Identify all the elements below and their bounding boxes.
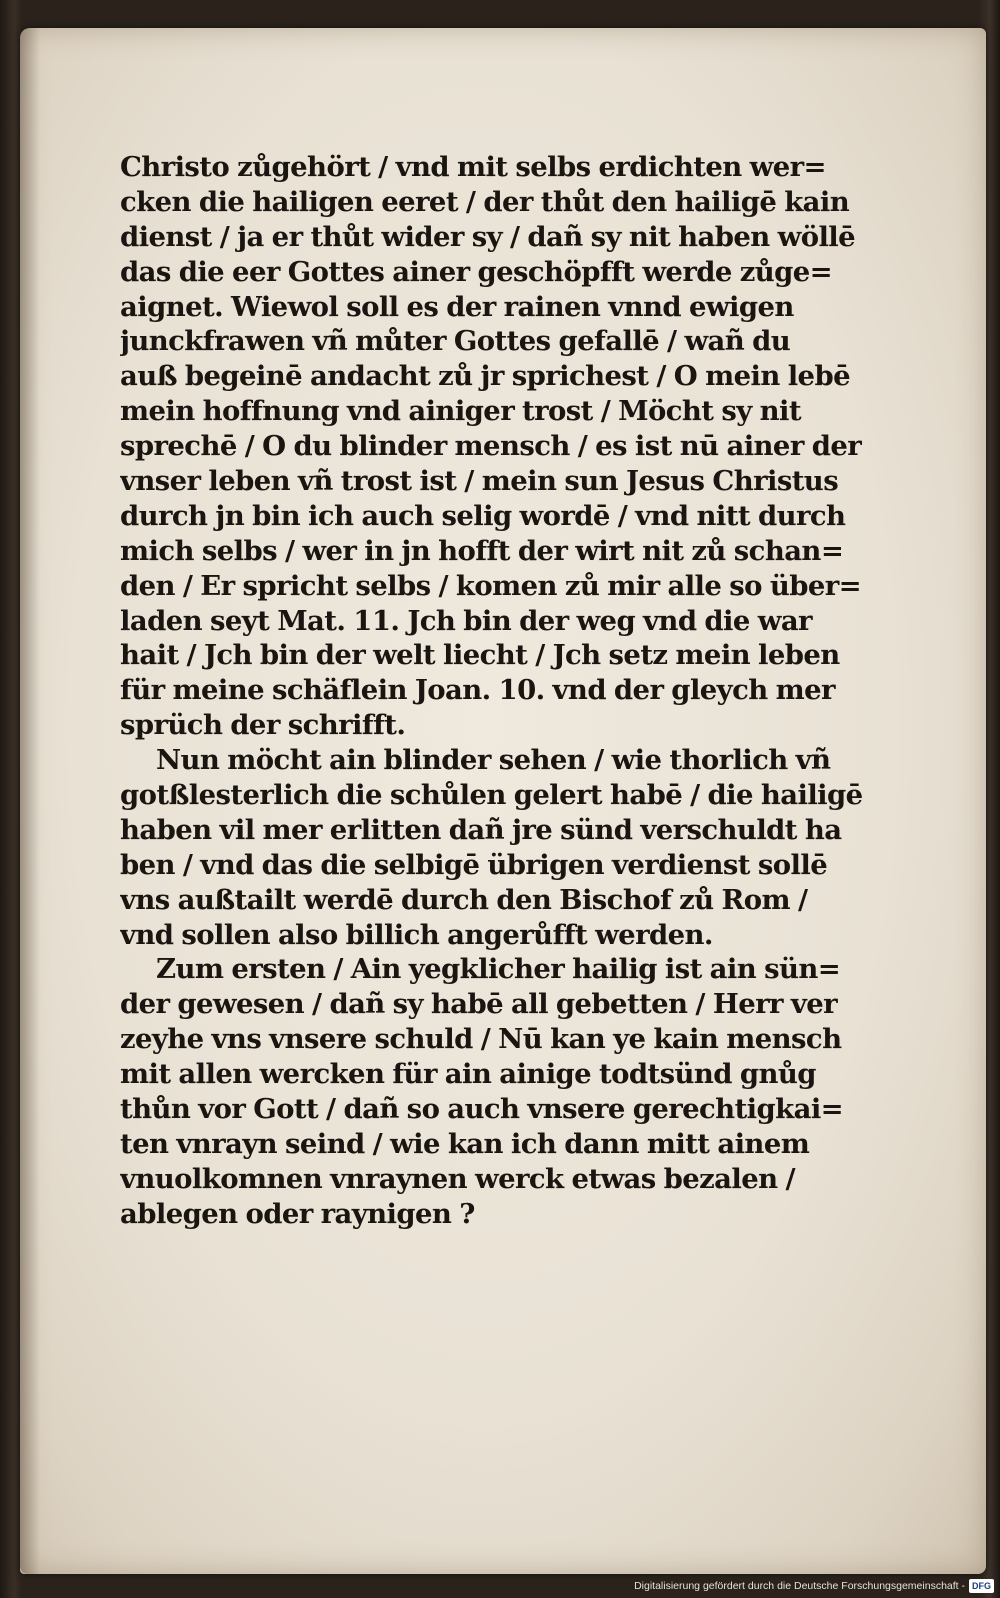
text-line: vnd sollen also billich angerůfft werden.: [120, 918, 713, 951]
text-line: der gewesen / dañ sy habē all gebetten / Herr ver: [120, 988, 838, 1021]
footer-attribution: Digitalisierung gefördert durch die Deutsche Forschungsgemeinschaft -: [634, 1580, 965, 1592]
text-line: mein hoffnung vnd ainiger trost / Möcht sy nit: [120, 395, 801, 428]
text-line: vns außtailt werdē durch den Bischof zů Rom /: [120, 883, 808, 916]
digitization-footer: [634, 1578, 994, 1594]
paragraph-start-line: Nun möcht ain blinder sehen / wie thorlich vñ: [156, 744, 831, 777]
text-line: cken die hailigen eeret / der thůt den hailigē kain: [120, 185, 850, 218]
text-line: vnser leben vñ trost ist / mein sun Jesus Christus: [120, 465, 839, 498]
text-line: ablegen oder raynigen ?: [120, 1197, 475, 1230]
text-line: mich selbs / wer in jn hofft der wirt nit zů schan=: [120, 534, 844, 567]
text-line: aignet. Wiewol soll es der rainen vnnd ewigen: [120, 290, 794, 323]
page-text-block: [120, 150, 870, 1232]
text-line: ben / vnd das die selbigē übrigen verdienst sollē: [120, 848, 828, 881]
page-gutter-shadow: [20, 28, 40, 1574]
dfg-logo-icon: DFG: [969, 1579, 994, 1593]
text-line: hait / Jch bin der welt liecht / Jch setz mein leben: [120, 639, 840, 672]
text-line: laden seyt Mat. 11. Jch bin der weg vnd die war: [120, 604, 812, 637]
text-line: gotßlesterlich die schůlen gelert habē / die hailigē: [120, 779, 863, 812]
text-line: den / Er spricht selbs / komen zů mir alle so über=: [120, 569, 862, 602]
text-line: junckfrawen vñ můter Gottes gefallē / wañ du: [120, 325, 791, 358]
text-line: auß begeinē andacht zů jr sprichest / O mein lebē: [120, 360, 850, 393]
text-line: sprüch der schrifft.: [120, 709, 406, 742]
text-line: für meine schäflein Joan. 10. vnd der gleych mer: [120, 674, 835, 707]
paragraph-start-line: Zum ersten / Ain yegklicher hailig ist ain sün=: [156, 953, 841, 986]
text-line: thůn vor Gott / dañ so auch vnsere gerechtigkai=: [120, 1093, 844, 1126]
text-line: vnuolkomnen vnraynen werck etwas bezalen /: [120, 1162, 795, 1195]
text-line: durch jn bin ich auch selig wordē / vnd nitt durch: [120, 499, 846, 532]
text-line: haben vil mer erlitten dañ jre sünd verschuldt ha: [120, 813, 842, 846]
text-line: sprechē / O du blinder mensch / es ist nū ainer der: [120, 430, 862, 463]
text-line: mit allen wercken für ain ainige todtsünd gnůg: [120, 1058, 816, 1091]
text-line: ten vnrayn seind / wie kan ich dann mitt ainem: [120, 1127, 810, 1160]
text-line: das die eer Gottes ainer geschöpfft werde zůge=: [120, 255, 833, 288]
text-line: Christo zůgehört / vnd mit selbs erdichten wer=: [120, 151, 826, 183]
text-line: zeyhe vns vnsere schuld / Nū kan ye kain mensch: [120, 1023, 842, 1056]
text-line: dienst / ja er thůt wider sy / dañ sy nit haben wöllē: [120, 220, 856, 253]
